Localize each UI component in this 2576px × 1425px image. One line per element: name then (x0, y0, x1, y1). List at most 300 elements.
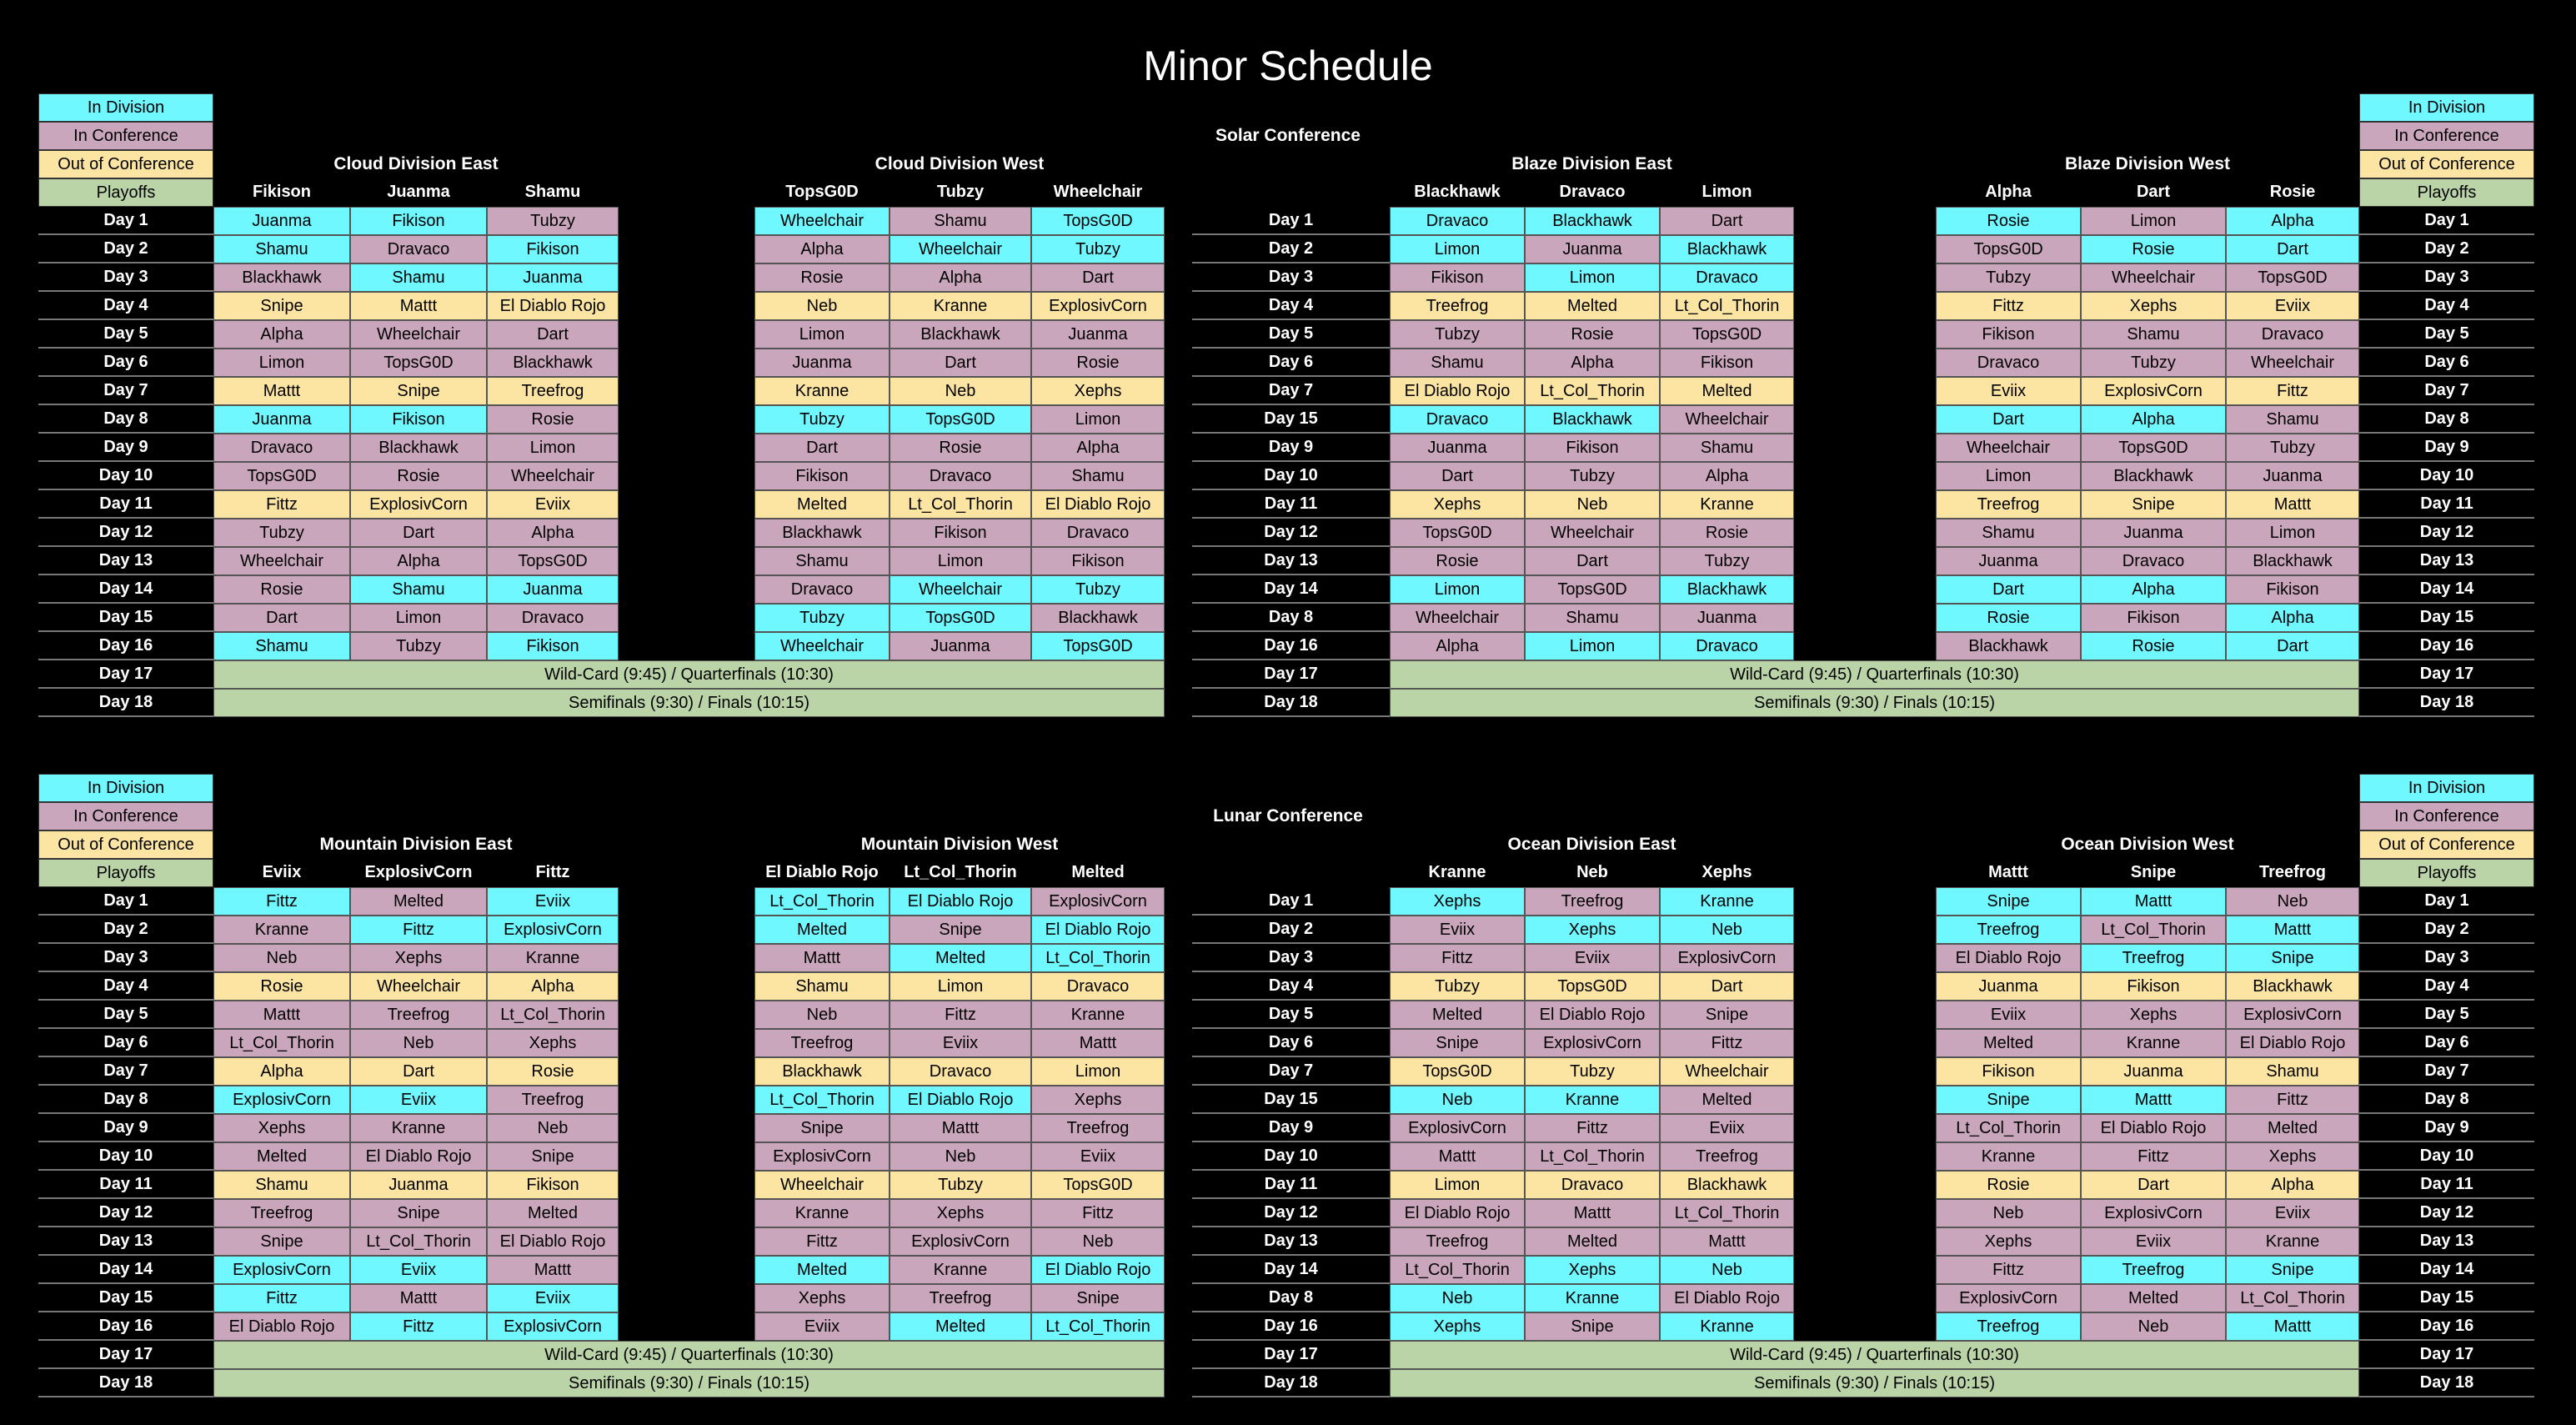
legend-item: In Conference (38, 122, 213, 150)
game-cell: Rosie (754, 263, 890, 292)
game-cell: Fittz (213, 490, 350, 519)
day-label: Day 12 (38, 519, 213, 547)
game-cell: Dart (1660, 972, 1794, 1001)
team-header: Rosie (2269, 183, 2316, 201)
game-cell: Xephs (2081, 1001, 2226, 1029)
day-label: Day 9 (1192, 434, 1390, 462)
game-cell: ExplosivCorn (1525, 1029, 1660, 1057)
game-cell: Limon (1390, 575, 1525, 604)
game-cell: Melted (2226, 1114, 2359, 1142)
game-cell: Fikison (1525, 434, 1660, 462)
game-cell: Juanma (754, 349, 890, 377)
game-cell: Snipe (890, 916, 1031, 944)
game-cell: Fittz (1031, 1199, 1165, 1227)
game-cell: Alpha (213, 1057, 350, 1086)
day-label: Day 11 (2359, 490, 2534, 519)
day-label: Day 6 (1192, 1029, 1390, 1057)
game-cell: Dart (1390, 462, 1525, 490)
game-cell: TopsG0D (1525, 575, 1660, 604)
game-cell: Xephs (890, 1199, 1031, 1227)
game-cell: Xephs (487, 1029, 619, 1057)
game-cell: Dart (1525, 547, 1660, 575)
legend-item: Out of Conference (2359, 150, 2534, 178)
game-cell: Dart (1936, 575, 2081, 604)
day-label: Day 3 (38, 944, 213, 972)
game-cell: Blackhawk (1660, 1171, 1794, 1199)
team-header: Dravaco (1559, 183, 1626, 201)
day-label: Day 3 (1192, 944, 1390, 972)
game-cell: Eviix (1660, 1114, 1794, 1142)
game-cell: Dart (2226, 632, 2359, 660)
game-cell: Snipe (350, 377, 487, 405)
day-label: Day 10 (38, 1142, 213, 1171)
game-cell: Kranne (754, 377, 890, 405)
team-header: Neb (1576, 863, 1608, 881)
game-cell: ExplosivCorn (1936, 1284, 2081, 1312)
day-label: Day 11 (1192, 1171, 1390, 1199)
team-header: Mattt (1988, 863, 2028, 881)
game-cell: Dravaco (487, 604, 619, 632)
day-label: Day 15 (1192, 1086, 1390, 1114)
game-cell: Juanma (350, 1171, 487, 1199)
game-cell: Treefrog (350, 1001, 487, 1029)
game-cell: Shamu (213, 632, 350, 660)
game-cell: Dart (1031, 263, 1165, 292)
game-cell: Melted (1660, 377, 1794, 405)
game-cell: Blackhawk (1525, 405, 1660, 434)
game-cell: Eviix (1390, 916, 1525, 944)
team-header: El Diablo Rojo (765, 863, 879, 881)
game-cell: Juanma (1936, 972, 2081, 1001)
game-cell: Juanma (1390, 434, 1525, 462)
game-cell: Rosie (1936, 1171, 2081, 1199)
game-cell: Treefrog (890, 1284, 1031, 1312)
day-label: Day 13 (38, 1227, 213, 1256)
game-cell: Dravaco (213, 434, 350, 462)
game-cell: Wheelchair (487, 462, 619, 490)
game-cell: Alpha (2226, 1171, 2359, 1199)
day-label: Day 10 (1192, 1142, 1390, 1171)
game-cell: Melted (890, 1312, 1031, 1341)
game-cell: Kranne (890, 292, 1031, 320)
day-label: Day 7 (2359, 1057, 2534, 1086)
game-cell: Fittz (350, 916, 487, 944)
game-cell: Treefrog (2081, 1256, 2226, 1284)
legend-item: In Division (2359, 93, 2534, 122)
game-cell: Tubzy (754, 604, 890, 632)
game-cell: Lt_Col_Thorin (350, 1227, 487, 1256)
day-label: Day 14 (2359, 1256, 2534, 1284)
division-title: Ocean Division East (1507, 835, 1676, 854)
game-cell: Tubzy (1031, 235, 1165, 263)
division-title: Cloud Division West (875, 154, 1045, 173)
day-label: Day 2 (2359, 235, 2534, 263)
game-cell: El Diablo Rojo (213, 1312, 350, 1341)
game-cell: Kranne (1936, 1142, 2081, 1171)
day-label: Day 1 (38, 887, 213, 916)
game-cell: Xephs (1390, 490, 1525, 519)
game-cell: Lt_Col_Thorin (1390, 1256, 1525, 1284)
game-cell: Shamu (1936, 519, 2081, 547)
game-cell: Rosie (1660, 519, 1794, 547)
division-title: Blaze Division West (2064, 154, 2230, 173)
game-cell: El Diablo Rojo (350, 1142, 487, 1171)
game-cell: Eviix (754, 1312, 890, 1341)
game-cell: Tubzy (754, 405, 890, 434)
game-cell: Tubzy (213, 519, 350, 547)
game-cell: ExplosivCorn (2081, 1199, 2226, 1227)
game-cell: Xephs (350, 944, 487, 972)
game-cell: Rosie (2081, 235, 2226, 263)
day-label: Day 8 (2359, 1086, 2534, 1114)
playoff-day-label: Day 17 (2359, 1341, 2534, 1369)
game-cell: Treefrog (1660, 1142, 1794, 1171)
game-cell: Fittz (1525, 1114, 1660, 1142)
day-label: Day 5 (38, 1001, 213, 1029)
game-cell: Shamu (754, 972, 890, 1001)
game-cell: Shamu (213, 235, 350, 263)
day-label: Day 15 (38, 604, 213, 632)
game-cell: Neb (1936, 1199, 2081, 1227)
game-cell: Lt_Col_Thorin (1660, 1199, 1794, 1227)
game-cell: Fittz (1936, 1256, 2081, 1284)
team-header: TopsG0D (785, 183, 859, 201)
game-cell: Wheelchair (754, 207, 890, 235)
game-cell: Snipe (1936, 887, 2081, 916)
game-cell: Rosie (1525, 320, 1660, 349)
team-header: Melted (1071, 863, 1125, 881)
game-cell: TopsG0D (890, 405, 1031, 434)
game-cell: Shamu (350, 263, 487, 292)
day-label: Day 10 (38, 462, 213, 490)
game-cell: Alpha (890, 263, 1031, 292)
day-label: Day 13 (2359, 547, 2534, 575)
day-label: Day 4 (1192, 972, 1390, 1001)
game-cell: Blackhawk (213, 263, 350, 292)
playoff-day-label: Day 17 (38, 1341, 213, 1369)
game-cell: Treefrog (1525, 887, 1660, 916)
game-cell: Fittz (1936, 292, 2081, 320)
game-cell: Juanma (487, 575, 619, 604)
game-cell: Dart (754, 434, 890, 462)
game-cell: Fikison (2081, 604, 2226, 632)
game-cell: Eviix (1936, 377, 2081, 405)
game-cell: Dravaco (1525, 1171, 1660, 1199)
game-cell: Melted (1525, 1227, 1660, 1256)
game-cell: Wheelchair (2081, 263, 2226, 292)
day-label: Day 3 (2359, 944, 2534, 972)
game-cell: Juanma (1525, 235, 1660, 263)
game-cell: Mattt (213, 377, 350, 405)
game-cell: Tubzy (890, 1171, 1031, 1199)
game-cell: Mattt (1660, 1227, 1794, 1256)
game-cell: Limon (1390, 235, 1525, 263)
day-label: Day 11 (38, 490, 213, 519)
day-label: Day 14 (1192, 1256, 1390, 1284)
game-cell: Limon (1031, 405, 1165, 434)
day-label: Day 16 (2359, 632, 2534, 660)
game-cell: El Diablo Rojo (2226, 1029, 2359, 1057)
game-cell: Shamu (1390, 349, 1525, 377)
game-cell: Mattt (213, 1001, 350, 1029)
game-cell: Lt_Col_Thorin (1936, 1114, 2081, 1142)
game-cell: Treefrog (487, 1086, 619, 1114)
legend-item: In Division (38, 774, 213, 802)
game-cell: Rosie (487, 1057, 619, 1086)
playoff-day-label: Day 18 (2359, 689, 2534, 717)
day-label: Day 5 (2359, 320, 2534, 349)
game-cell: Fittz (1660, 1029, 1794, 1057)
game-cell: El Diablo Rojo (890, 887, 1031, 916)
game-cell: Fittz (213, 1284, 350, 1312)
game-cell: Lt_Col_Thorin (213, 1029, 350, 1057)
game-cell: Fikison (1936, 1057, 2081, 1086)
game-cell: Rosie (1936, 207, 2081, 235)
game-cell: Rosie (2081, 632, 2226, 660)
day-label: Day 11 (1192, 490, 1390, 519)
game-cell: Xephs (1525, 1256, 1660, 1284)
game-cell: El Diablo Rojo (1660, 1284, 1794, 1312)
day-label: Day 13 (1192, 547, 1390, 575)
game-cell: Treefrog (213, 1199, 350, 1227)
game-cell: Dravaco (754, 575, 890, 604)
day-label: Day 2 (38, 235, 213, 263)
game-cell: Dravaco (1936, 349, 2081, 377)
game-cell: Fikison (1660, 349, 1794, 377)
day-label: Day 13 (38, 547, 213, 575)
game-cell: Dravaco (1390, 207, 1525, 235)
game-cell: Blackhawk (350, 434, 487, 462)
game-cell: TopsG0D (213, 462, 350, 490)
game-cell: Xephs (2081, 292, 2226, 320)
game-cell: Mattt (2081, 1086, 2226, 1114)
game-cell: Kranne (1525, 1086, 1660, 1114)
game-cell: Limon (1525, 263, 1660, 292)
game-cell: Treefrog (1390, 292, 1525, 320)
day-label: Day 3 (1192, 263, 1390, 292)
team-header: Snipe (2130, 863, 2177, 881)
game-cell: TopsG0D (1031, 207, 1165, 235)
game-cell: Treefrog (754, 1029, 890, 1057)
game-cell: Snipe (754, 1114, 890, 1142)
game-cell: Treefrog (1390, 1227, 1525, 1256)
game-cell: Limon (2081, 207, 2226, 235)
game-cell: ExplosivCorn (213, 1256, 350, 1284)
game-cell: Snipe (1525, 1312, 1660, 1341)
game-cell: Rosie (1031, 349, 1165, 377)
game-cell: Snipe (213, 292, 350, 320)
game-cell: Fikison (1390, 263, 1525, 292)
day-label: Day 2 (1192, 235, 1390, 263)
game-cell: Blackhawk (1936, 632, 2081, 660)
game-cell: Lt_Col_Thorin (2081, 916, 2226, 944)
game-cell: Fittz (2226, 1086, 2359, 1114)
day-label: Day 6 (1192, 349, 1390, 377)
day-label: Day 13 (1192, 1227, 1390, 1256)
day-label: Day 12 (1192, 519, 1390, 547)
day-label: Day 14 (2359, 575, 2534, 604)
game-cell: Eviix (1525, 944, 1660, 972)
game-cell: Wheelchair (350, 972, 487, 1001)
game-cell: Fittz (213, 887, 350, 916)
game-cell: Wheelchair (1525, 519, 1660, 547)
game-cell: TopsG0D (1660, 320, 1794, 349)
game-cell: El Diablo Rojo (1390, 1199, 1525, 1227)
day-label: Day 7 (2359, 377, 2534, 405)
game-cell: El Diablo Rojo (1031, 1256, 1165, 1284)
division-title: Blaze Division East (1511, 154, 1672, 173)
game-cell: Melted (1660, 1086, 1794, 1114)
division-title: Cloud Division East (333, 154, 499, 173)
game-cell: Alpha (1031, 434, 1165, 462)
game-cell: El Diablo Rojo (487, 1227, 619, 1256)
game-cell: Limon (754, 320, 890, 349)
game-cell: Mattt (350, 1284, 487, 1312)
game-cell: Snipe (487, 1142, 619, 1171)
playoff-banner: Wild-Card (9:45) / Quarterfinals (10:30) (213, 660, 1165, 689)
day-label: Day 14 (38, 1256, 213, 1284)
game-cell: Shamu (2226, 1057, 2359, 1086)
game-cell: Neb (754, 292, 890, 320)
game-cell: Wheelchair (1390, 604, 1525, 632)
playoff-day-label: Day 18 (38, 689, 213, 717)
game-cell: El Diablo Rojo (1390, 377, 1525, 405)
game-cell: Kranne (487, 944, 619, 972)
game-cell: Kranne (1031, 1001, 1165, 1029)
day-label: Day 8 (1192, 1284, 1390, 1312)
game-cell: Limon (1390, 1171, 1525, 1199)
game-cell: Lt_Col_Thorin (487, 1001, 619, 1029)
game-cell: Snipe (2226, 1256, 2359, 1284)
game-cell: Eviix (487, 887, 619, 916)
team-header: Dart (2136, 183, 2170, 201)
game-cell: TopsG0D (350, 349, 487, 377)
game-cell: TopsG0D (890, 604, 1031, 632)
day-label: Day 15 (2359, 604, 2534, 632)
game-cell: Treefrog (1936, 916, 2081, 944)
game-cell: Shamu (1525, 604, 1660, 632)
game-cell: ExplosivCorn (890, 1227, 1031, 1256)
game-cell: Neb (1660, 916, 1794, 944)
game-cell: Shamu (890, 207, 1031, 235)
game-cell: Neb (1660, 1256, 1794, 1284)
game-cell: Fikison (2081, 972, 2226, 1001)
day-label: Day 10 (2359, 1142, 2534, 1171)
day-label: Day 6 (2359, 1029, 2534, 1057)
legend-item: In Division (2359, 774, 2534, 802)
game-cell: Treefrog (1936, 1312, 2081, 1341)
game-cell: Tubzy (487, 207, 619, 235)
game-cell: TopsG0D (1390, 1057, 1525, 1086)
game-cell: Eviix (1031, 1142, 1165, 1171)
game-cell: Dart (487, 320, 619, 349)
game-cell: Eviix (2226, 292, 2359, 320)
game-cell: Melted (350, 887, 487, 916)
game-cell: Lt_Col_Thorin (1525, 1142, 1660, 1171)
legend-item: Playoffs (38, 178, 213, 207)
game-cell: Dravaco (2081, 547, 2226, 575)
game-cell: Lt_Col_Thorin (1660, 292, 1794, 320)
game-cell: TopsG0D (1390, 519, 1525, 547)
game-cell: Alpha (2081, 575, 2226, 604)
game-cell: ExplosivCorn (2226, 1001, 2359, 1029)
game-cell: Dravaco (1031, 972, 1165, 1001)
game-cell: Melted (213, 1142, 350, 1171)
game-cell: Dravaco (1031, 519, 1165, 547)
day-label: Day 4 (1192, 292, 1390, 320)
game-cell: Eviix (350, 1256, 487, 1284)
team-header: Juanma (387, 183, 450, 201)
game-cell: El Diablo Rojo (890, 1086, 1031, 1114)
game-cell: Blackhawk (890, 320, 1031, 349)
team-header: Blackhawk (1414, 183, 1501, 201)
game-cell: Dart (890, 349, 1031, 377)
game-cell: Neb (2226, 887, 2359, 916)
game-cell: Snipe (2226, 944, 2359, 972)
day-label: Day 4 (38, 292, 213, 320)
team-header: Xephs (1701, 863, 1752, 881)
playoff-day-label: Day 17 (2359, 660, 2534, 689)
game-cell: Neb (890, 1142, 1031, 1171)
game-cell: Melted (754, 916, 890, 944)
game-cell: Juanma (1660, 604, 1794, 632)
game-cell: Limon (890, 972, 1031, 1001)
conference-title: Solar Conference (1215, 126, 1361, 145)
game-cell: Eviix (2226, 1199, 2359, 1227)
page-title: Minor Schedule (1143, 43, 1433, 89)
legend-item: In Conference (2359, 122, 2534, 150)
game-cell: Eviix (487, 490, 619, 519)
game-cell: Snipe (350, 1199, 487, 1227)
game-cell: Eviix (1936, 1001, 2081, 1029)
game-cell: Dart (350, 519, 487, 547)
game-cell: Xephs (1936, 1227, 2081, 1256)
day-label: Day 16 (38, 632, 213, 660)
game-cell: Tubzy (1936, 263, 2081, 292)
team-header: ExplosivCorn (364, 863, 473, 881)
team-header: Shamu (524, 183, 581, 201)
game-cell: Dravaco (2226, 320, 2359, 349)
day-label: Day 9 (2359, 434, 2534, 462)
game-cell: Mattt (1031, 1029, 1165, 1057)
game-cell: Fittz (890, 1001, 1031, 1029)
game-cell: Eviix (890, 1029, 1031, 1057)
playoff-day-label: Day 17 (1192, 660, 1390, 689)
game-cell: Wheelchair (890, 575, 1031, 604)
day-label: Day 4 (2359, 972, 2534, 1001)
game-cell: Shamu (2226, 405, 2359, 434)
playoff-banner: Semifinals (9:30) / Finals (10:15) (1390, 689, 2359, 717)
division-title: Ocean Division West (2061, 835, 2234, 854)
game-cell: Shamu (1660, 434, 1794, 462)
game-cell: Fikison (890, 519, 1031, 547)
team-header: Fittz (535, 863, 570, 881)
game-cell: Melted (754, 1256, 890, 1284)
game-cell: Dravaco (350, 235, 487, 263)
day-label: Day 1 (2359, 207, 2534, 235)
game-cell: Snipe (1660, 1001, 1794, 1029)
day-label: Day 1 (38, 207, 213, 235)
legend-item: In Division (38, 93, 213, 122)
game-cell: Rosie (213, 575, 350, 604)
game-cell: TopsG0D (2081, 434, 2226, 462)
game-cell: Mattt (1390, 1142, 1525, 1171)
game-cell: Fikison (754, 462, 890, 490)
game-cell: Dart (350, 1057, 487, 1086)
day-label: Day 2 (1192, 916, 1390, 944)
game-cell: Melted (1936, 1029, 2081, 1057)
day-label: Day 4 (38, 972, 213, 1001)
